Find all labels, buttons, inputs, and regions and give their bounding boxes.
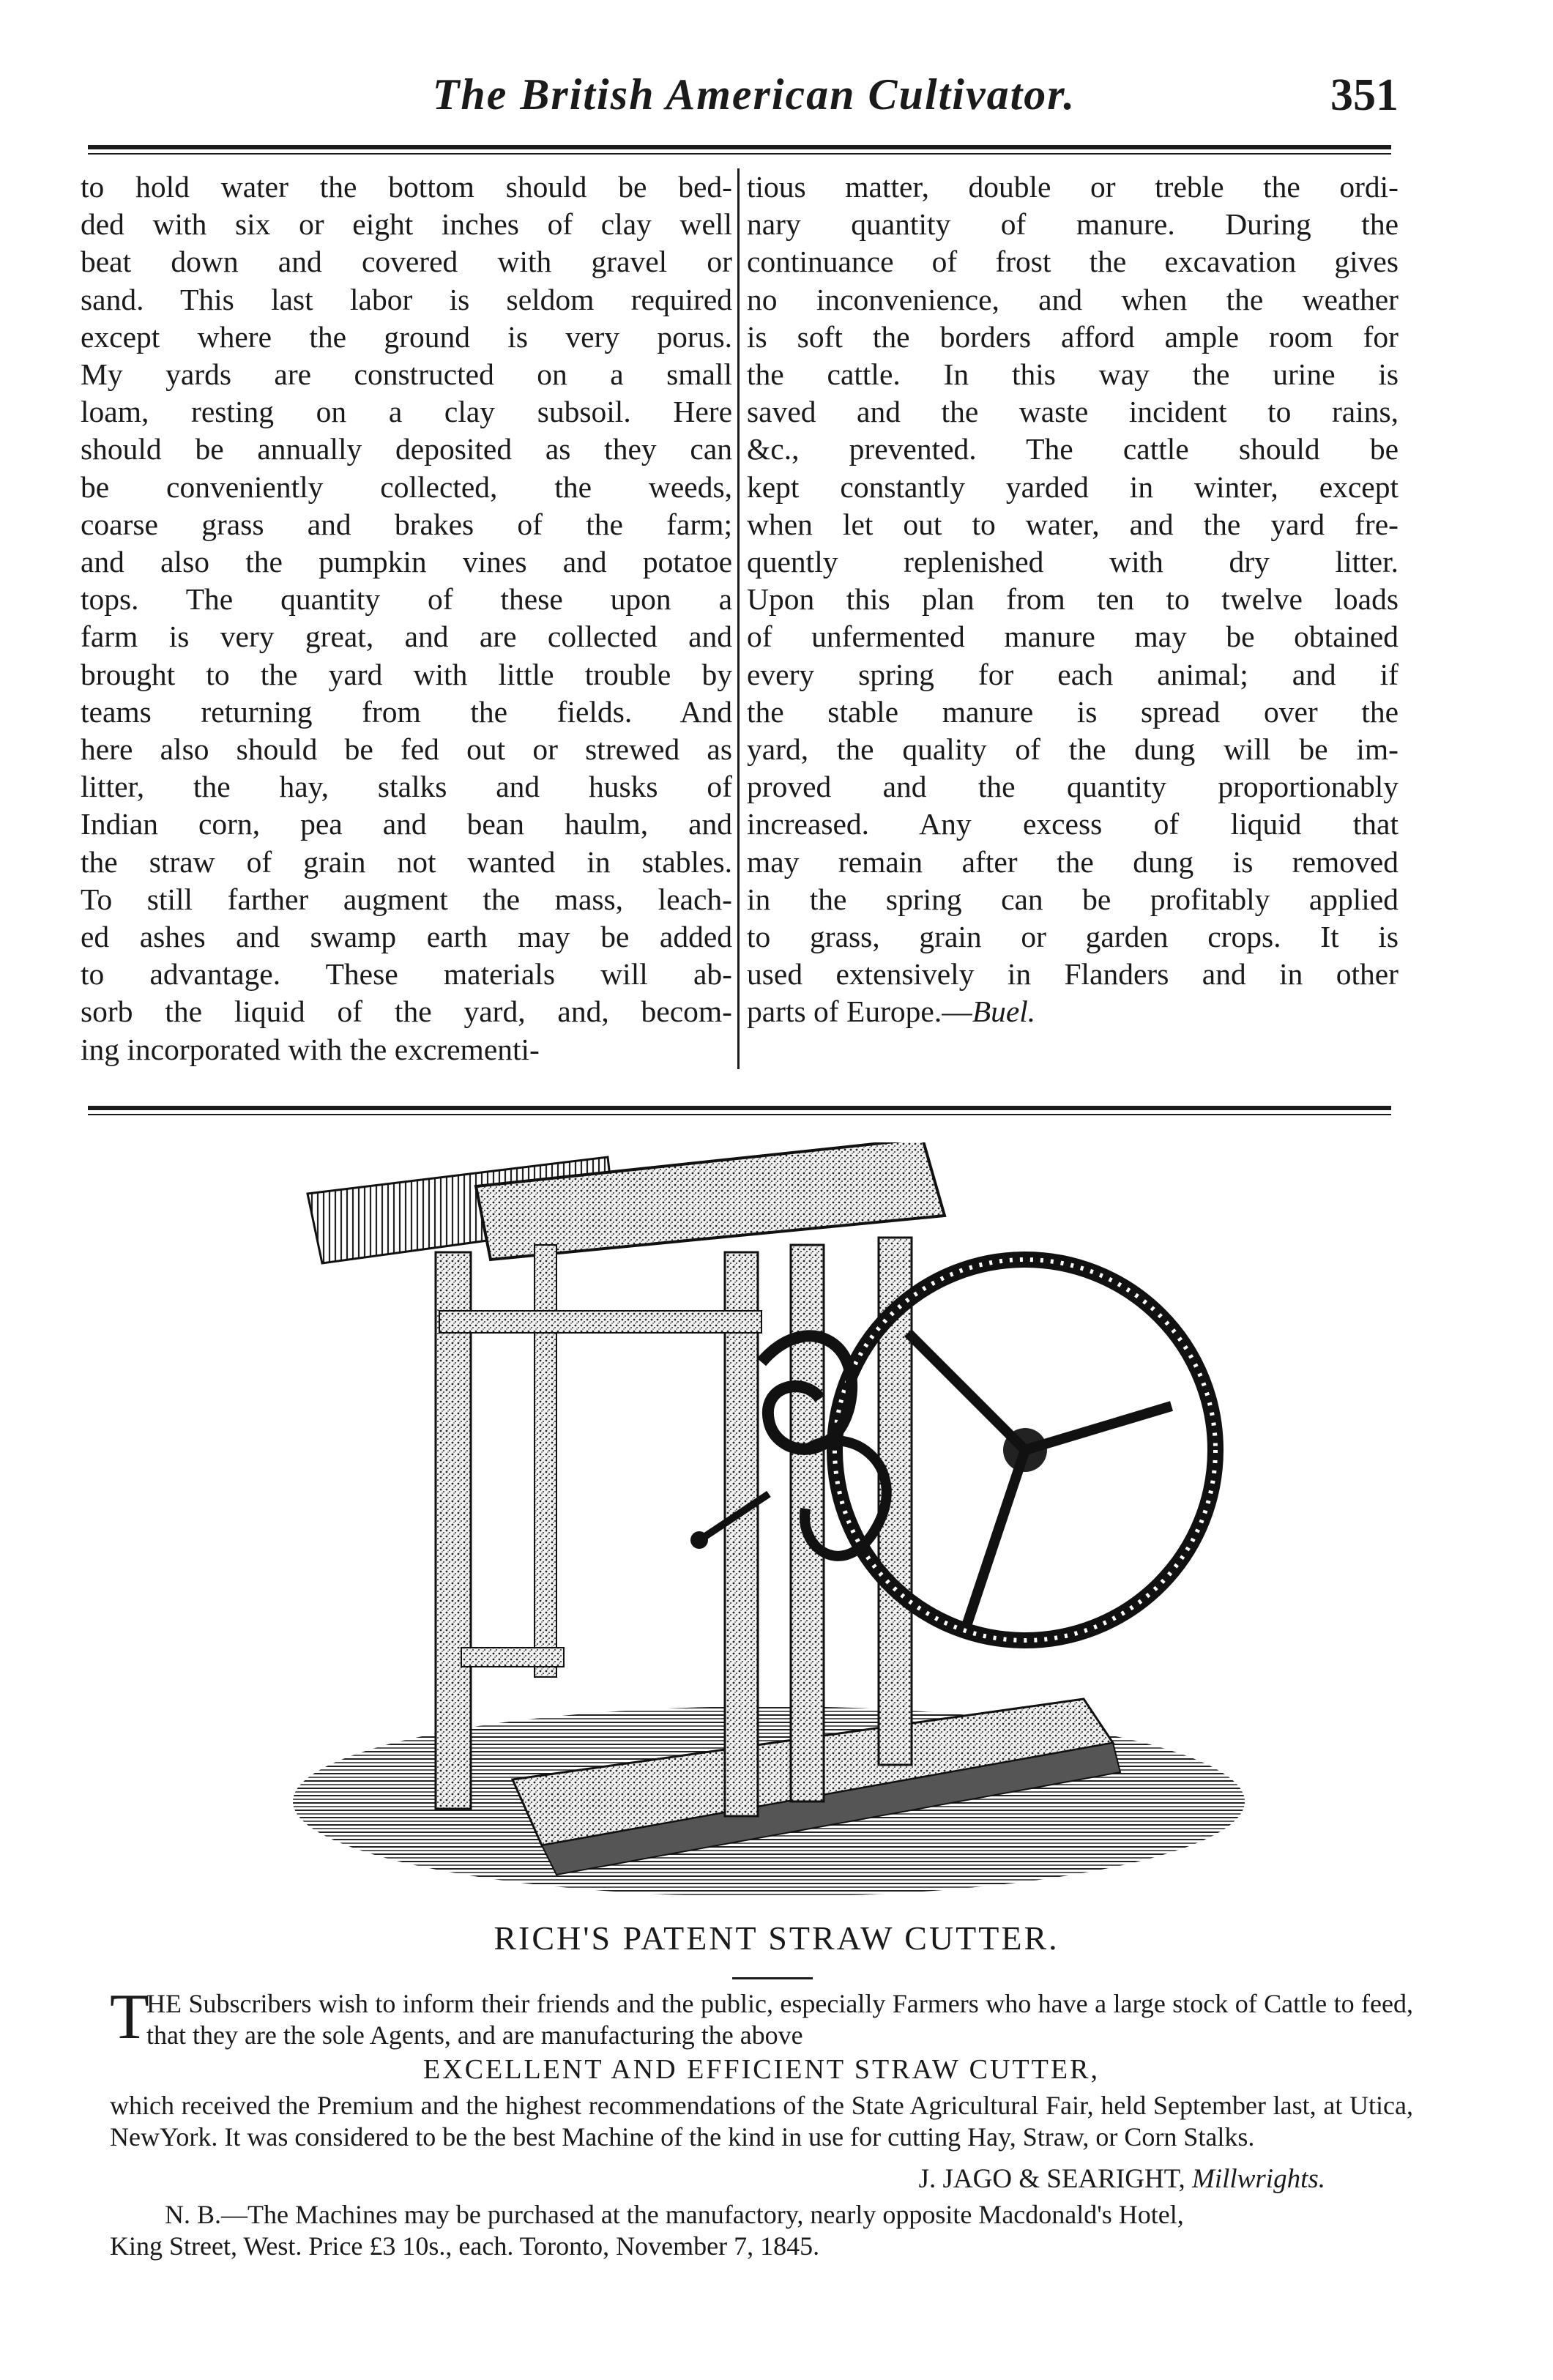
left-column-line: To still farther augment the mass, leach- — [81, 882, 732, 916]
right-column-line: no inconvenience, and when the weather — [747, 282, 1399, 316]
left-column-line: teams returning from the fields. And — [81, 694, 732, 729]
right-column-line: every spring for each animal; and if — [747, 657, 1399, 691]
advertisement — [110, 1982, 1413, 2262]
ad-signature — [110, 2163, 1413, 2195]
right-column-line: kept constantly yarded in winter, except — [747, 469, 1399, 504]
ad-intro — [110, 1982, 1413, 2053]
right-column — [747, 168, 1399, 1031]
right-column-line: &c., prevented. The cattle should be — [747, 432, 1399, 466]
right-column-line: the cattle. In this way the urine is — [747, 357, 1399, 392]
left-column-line: coarse grass and brakes of the farm; — [81, 507, 732, 541]
left-column-line: Indian corn, pea and bean haulm, and — [81, 807, 732, 841]
left-column-line: litter, the hay, stalks and husks of — [81, 770, 732, 804]
right-column-line: to grass, grain or garden crops. It is — [747, 920, 1399, 954]
section-rule — [88, 1106, 1391, 1115]
left-column-line: farm is very great, and are collected and — [81, 620, 732, 654]
illustration-caption: RICH'S PATENT STRAW CUTTER. — [494, 1919, 1059, 1957]
left-column — [81, 168, 732, 1068]
right-column-line: nary quantity of manure. During the — [747, 207, 1399, 242]
right-column-line: yard, the quality of the dung will be im- — [747, 732, 1399, 767]
left-column-line: loam, resting on a clay subsoil. Here — [81, 395, 732, 429]
left-column-line: and also the pumpkin vines and potatoe — [81, 545, 732, 579]
right-column-line: Upon this plan from ten to twelve loads — [747, 582, 1399, 617]
signature-name: J. JAGO & SEARIGHT, — [918, 2164, 1193, 2194]
left-column-line: brought to the yard with little trouble by — [81, 657, 732, 691]
left-column-line: ed ashes and swamp earth may be added — [81, 920, 732, 954]
left-column-line: to hold water the bottom should be bed- — [81, 170, 732, 204]
right-column-line: increased. Any excess of liquid that — [747, 807, 1399, 841]
left-column-line: sand. This last labor is seldom required — [81, 282, 732, 316]
right-column-line: may remain after the dung is removed — [747, 844, 1399, 879]
final-line-text: parts of Europe.— — [747, 994, 972, 1029]
right-column-line: continuance of frost the excavation gives — [747, 245, 1399, 279]
ad-heading: EXCELLENT AND EFFICIENT STRAW CUTTER, — [423, 2054, 1100, 2085]
right-column-line: is soft the borders afford ample room for — [747, 319, 1399, 354]
right-column-line: the stable manure is spread over the — [747, 694, 1399, 729]
ad-intro-text: HE Subscribers wish to inform their friends and the public, especially Farmers who have a large stock of Cattle to feed, that they are the sole Agents, and are manufacturing the above — [146, 1989, 1413, 2050]
straw-cutter-engraving — [293, 1142, 1245, 1904]
journal-title: The British American Cultivator. — [432, 70, 1076, 119]
header-rule — [88, 145, 1391, 155]
ad-note-line1: N. B.—The Machines may be purchased at the manufactory, nearly opposite Macdonald's Hotel, — [165, 2200, 1184, 2229]
article-author: Buel. — [972, 994, 1036, 1029]
left-column-line: except where the ground is very porus. — [81, 319, 732, 354]
signature-trade: Millwrights. — [1192, 2164, 1325, 2194]
left-column-line: ded with six or eight inches of clay well — [81, 207, 732, 242]
article-columns — [81, 168, 1399, 1091]
left-column-line: My yards are constructed on a small — [81, 357, 732, 392]
left-column-line: the straw of grain not wanted in stables. — [81, 844, 732, 879]
left-column-line: sorb the liquid of the yard, and, becom- — [81, 994, 732, 1029]
right-column-line: saved and the waste incident to rains, — [747, 395, 1399, 429]
left-column-line: should be annually deposited as they can — [81, 432, 732, 466]
left-column-line: here also should be fed out or strewed as — [81, 732, 732, 767]
caption-rule — [732, 1977, 813, 1979]
right-column-line: proved and the quantity proportionably — [747, 770, 1399, 804]
right-column-line: of unfermented manure may be obtained — [747, 620, 1399, 654]
right-column-line: quently replenished with dry litter. — [747, 545, 1399, 579]
drop-cap: T — [110, 1982, 149, 2053]
column-divider — [737, 168, 740, 1069]
left-column-line: to advantage. These materials will ab- — [81, 957, 732, 992]
running-head — [95, 70, 1399, 135]
right-column-line: used extensively in Flanders and in other — [747, 957, 1399, 992]
left-column-line: be conveniently collected, the weeds, — [81, 469, 732, 504]
right-column-line: when let out to water, and the yard fre- — [747, 507, 1399, 541]
ad-body: which received the Premium and the highest recommendations of the State Agricultural Fair, held September last, at Utica, NewYork. It was considered to be the best Machine of the kind in use for cutting Hay, Straw, or Corn Stalks. — [110, 2091, 1413, 2152]
right-column-line: in the spring can be profitably applied — [747, 882, 1399, 916]
left-column-line: beat down and covered with gravel or — [81, 245, 732, 279]
page-number: 351 — [1330, 70, 1399, 120]
right-column-line: tious matter, double or treble the ordi- — [747, 170, 1399, 204]
left-column-line: ing incorporated with the excrementi- — [81, 1032, 540, 1066]
ad-note-line2: King Street, West. Price £3 10s., each. Toronto, November 7, 1845. — [110, 2231, 820, 2261]
left-column-line: tops. The quantity of these upon a — [81, 582, 732, 617]
right-column-final-line — [747, 993, 1399, 1030]
